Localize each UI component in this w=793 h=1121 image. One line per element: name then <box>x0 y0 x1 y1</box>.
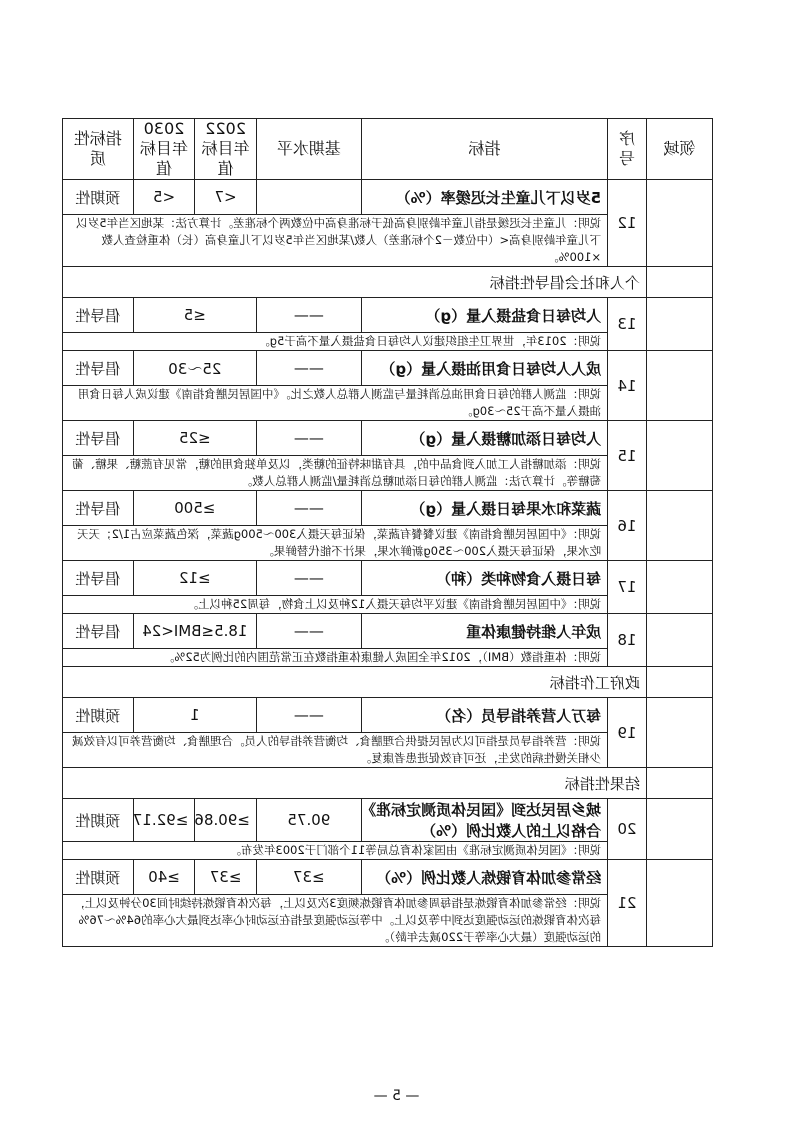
field-cell <box>646 698 712 768</box>
field-cell <box>646 491 712 561</box>
nature-value: 预期性 <box>63 698 134 733</box>
nature-value: 预期性 <box>63 860 134 895</box>
target-2022-value: ≥37 <box>195 860 257 895</box>
nature-value: 倡导性 <box>63 614 134 649</box>
baseline-value: —— <box>256 351 361 386</box>
header-nature: 指标性质 <box>63 119 134 180</box>
indicator-name: 每万人营养指导员（名） <box>361 698 607 733</box>
row-number: 16 <box>608 491 647 561</box>
table-row <box>63 351 713 386</box>
indicator-name: 成人人均每日食用油摄入量（g） <box>361 351 607 386</box>
field-cell <box>646 561 712 614</box>
nature-value: 预期性 <box>63 799 134 842</box>
table-row <box>63 614 713 649</box>
nature-value: 预期性 <box>63 180 134 215</box>
table-row <box>63 561 713 596</box>
indicator-note: 说明：监测人群的每日食用油总消耗量与监测人群总人数之比。《中国居民膳食指南》建议成人每日食用油摄入量不高于25～30g。 <box>63 386 608 421</box>
indicator-name: 5岁以下儿童生长迟缓率（%） <box>361 180 607 215</box>
header-target-2030: 2030年目标值 <box>133 119 195 180</box>
indicator-name: 每日摄入食物种类（种） <box>361 561 607 596</box>
field-cell <box>646 799 712 860</box>
table-row <box>63 298 713 333</box>
header-field: 领域 <box>646 119 712 180</box>
field-cell <box>646 860 712 947</box>
nature-value: 倡导性 <box>63 491 134 526</box>
target-2022-value: ≥12 <box>133 561 256 596</box>
nature-value: 倡导性 <box>63 351 134 386</box>
section-title: 政府工作指标 <box>63 667 647 698</box>
target-2022-value: ≤25 <box>133 421 256 456</box>
indicator-name: 蔬菜和水果每日摄入量（g） <box>361 491 607 526</box>
indicator-note: 说明：营养指导员是指可以为居民提供合理膳食、均衡营养指导的人员。合理膳食、均衡营养可以有效减少相关慢性病的发生，还可有效促进患者康复。 <box>63 733 608 768</box>
row-number: 13 <box>608 298 647 351</box>
field-cell <box>646 421 712 491</box>
table-row <box>63 180 713 215</box>
baseline-value <box>256 180 361 215</box>
field-cell <box>646 667 712 698</box>
target-2022-value: 25～30 <box>133 351 256 386</box>
page-number: — 5 — <box>373 1088 420 1104</box>
section-row <box>63 768 713 799</box>
table-row <box>63 860 713 895</box>
row-number: 18 <box>608 614 647 667</box>
target-2030-value: <5 <box>133 180 195 215</box>
row-number: 20 <box>608 799 647 860</box>
field-cell <box>646 267 712 298</box>
indicator-note: 说明：体重指数（BMI），2012年全国成人健康体重指数在正常范围内的比例为52%。 <box>63 649 608 667</box>
indicator-name: 人均每日添加糖摄入量（g） <box>361 421 607 456</box>
indicator-name: 城乡居民达到《国民体质测定标准》合格以上的人数比例（%） <box>361 799 607 842</box>
target-2022-value: ≤5 <box>133 298 256 333</box>
nature-value: 倡导性 <box>63 421 134 456</box>
indicator-name: 经常参加体育锻炼人数比例（%） <box>361 860 607 895</box>
indicator-note: 说明：添加糖指人工加入到食品中的，具有甜味特征的糖类，以及单独食用的糖，常见有蔗糖、果糖、葡萄糖等。计算方法：监测人群的每日添加糖总消耗量/监测人群总人数。 <box>63 456 608 491</box>
row-number: 15 <box>608 421 647 491</box>
indicator-note: 说明：儿童生长迟缓是指儿童年龄别身高低于标准身高中位数两个标准差。计算方法：某地区当年5岁以下儿童年龄别身高<（中位数－2个标准差）人数/某地区当年5岁以下儿童身高（长）体重检查人数×100%。 <box>63 215 608 267</box>
target-2022-value: ≥90.86 <box>195 799 257 842</box>
baseline-value: 90.75 <box>256 799 361 842</box>
nature-value: 倡导性 <box>63 561 134 596</box>
section-title: 结果性指标 <box>63 768 647 799</box>
header-seq: 序号 <box>608 119 647 180</box>
indicator-note: 说明：《中国居民膳食指南》建议餐餐有蔬菜，保证每天摄入300～500g蔬菜，深色蔬菜应占1/2；天天吃水果，保证每天摄入200～350g新鲜水果，果汁不能代替鲜果。 <box>63 526 608 561</box>
baseline-value: —— <box>256 491 361 526</box>
row-number: 19 <box>608 698 647 768</box>
row-number: 21 <box>608 860 647 947</box>
field-cell <box>646 180 712 267</box>
baseline-value: —— <box>256 614 361 649</box>
table-row <box>63 421 713 456</box>
header-indicator: 指标 <box>361 119 607 180</box>
header-target-2022: 2022年目标值 <box>195 119 257 180</box>
indicator-note: 说明：《中国居民膳食指南》建议平均每天摄入12种及以上食物，每周25种以上。 <box>63 596 608 614</box>
table-row <box>63 491 713 526</box>
indicator-note: 说明：《国民体质测定标准》由国家体育总局等11个部门于2003年发布。 <box>63 842 608 860</box>
baseline-value: —— <box>256 298 361 333</box>
target-2022-value: 1 <box>133 698 256 733</box>
target-2030-value: ≥40 <box>133 860 195 895</box>
target-2022-value: <7 <box>195 180 257 215</box>
baseline-value: —— <box>256 421 361 456</box>
baseline-value: —— <box>256 561 361 596</box>
target-2022-value: ≥500 <box>133 491 256 526</box>
table-header-row <box>63 119 713 180</box>
target-2022-value: 18.5≤BMI<24 <box>133 614 256 649</box>
indicator-note: 说明：经常参加体育锻炼是指每周参加体育锻炼频度3次及以上，每次体育锻炼持续时间30分钟及以上，每次体育锻炼的运动强度达到中等及以上。中等运动强度是指在运动时心率达到最大心率的64%～76%的运动强度（最大心率等于220减去年龄）。 <box>63 895 608 947</box>
target-2030-value: ≥92.17 <box>133 799 195 842</box>
header-baseline: 基期水平 <box>256 119 361 180</box>
row-number: 17 <box>608 561 647 614</box>
row-number: 14 <box>608 351 647 421</box>
indicator-note: 说明：2013年，世界卫生组织建议人均每日食盐摄入量不高于5g。 <box>63 333 608 351</box>
row-number: 12 <box>608 180 647 267</box>
nature-value: 倡导性 <box>63 298 134 333</box>
baseline-value: ≥37 <box>256 860 361 895</box>
table-row <box>63 799 713 842</box>
table-row <box>63 698 713 733</box>
field-cell <box>646 298 712 351</box>
section-row <box>63 667 713 698</box>
indicator-name: 成年人维持健康体重 <box>361 614 607 649</box>
field-cell <box>646 614 712 667</box>
field-cell <box>646 351 712 421</box>
section-row <box>63 267 713 298</box>
section-title: 个人和社会倡导性指标 <box>63 267 647 298</box>
indicator-name: 人均每日食盐摄入量（g） <box>361 298 607 333</box>
field-cell <box>646 768 712 799</box>
indicator-table <box>62 118 713 947</box>
baseline-value: —— <box>256 698 361 733</box>
